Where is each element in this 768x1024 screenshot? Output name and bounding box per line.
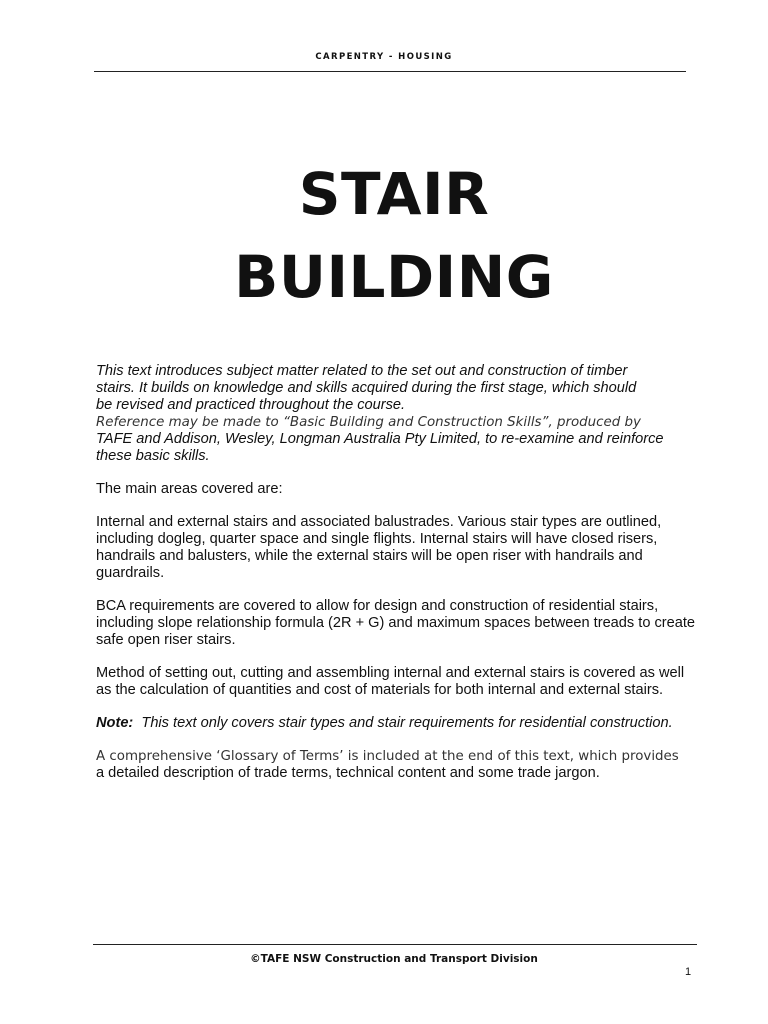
intro-paragraph bbox=[96, 363, 696, 465]
glossary-rest: a detailed description of trade terms, technical content and some trade jargon. bbox=[96, 765, 600, 781]
note-paragraph bbox=[96, 715, 696, 732]
title-line-1: STAIR bbox=[298, 160, 490, 228]
glossary-paragraph bbox=[96, 748, 696, 782]
reference-rest: TAFE and Addison, Wesley, Longman Australia Pty Limited, to re-examine and reinforce these basic skills. bbox=[96, 431, 664, 464]
note-text: This text only covers stair types and stair requirements for residential construction. bbox=[141, 715, 673, 731]
bca-paragraph: BCA requirements are covered to allow for design and construction of residential stairs, including slope relationship formula (2R + G) and maximum spaces between treads to create safe open riser stairs. bbox=[96, 598, 696, 648]
title-line-2: BUILDING bbox=[234, 243, 554, 311]
intro-line-3: be revised and practiced throughout the course. bbox=[96, 397, 406, 413]
body-content bbox=[96, 363, 696, 798]
note-label: Note: bbox=[96, 715, 134, 731]
page-number: 1 bbox=[685, 966, 692, 978]
header-rule bbox=[94, 71, 686, 72]
intro-line-1: This text introduces subject matter related to the set out and construction of timber bbox=[96, 363, 628, 379]
stairs-types-paragraph: Internal and external stairs and associated balustrades. Various stair types are outlined, including dogleg, quarter space and single flights. Internal stairs will have closed risers, handrails and balusters, while the external stairs will be open riser with handrails and guardrails. bbox=[96, 514, 662, 581]
reference-first-line: Reference may be made to “Basic Building and Construction Skills”, produced by bbox=[96, 415, 641, 430]
main-areas-heading: The main areas covered are: bbox=[96, 481, 283, 497]
running-header: CARPENTRY - HOUSING bbox=[315, 52, 453, 62]
method-paragraph: Method of setting out, cutting and assembling internal and external stairs is covered as well as the calculation of quantities and cost of materials for both internal and external stairs. bbox=[96, 665, 685, 698]
footer-rule bbox=[93, 944, 697, 945]
glossary-lead: A comprehensive ‘Glossary of Terms’ is included at the end of this text, which provides bbox=[96, 749, 679, 764]
footer-copyright: ©TAFE NSW Construction and Transport Division bbox=[250, 953, 538, 965]
intro-line-2: stairs. It builds on knowledge and skills acquired during the first stage, which should bbox=[96, 380, 637, 396]
